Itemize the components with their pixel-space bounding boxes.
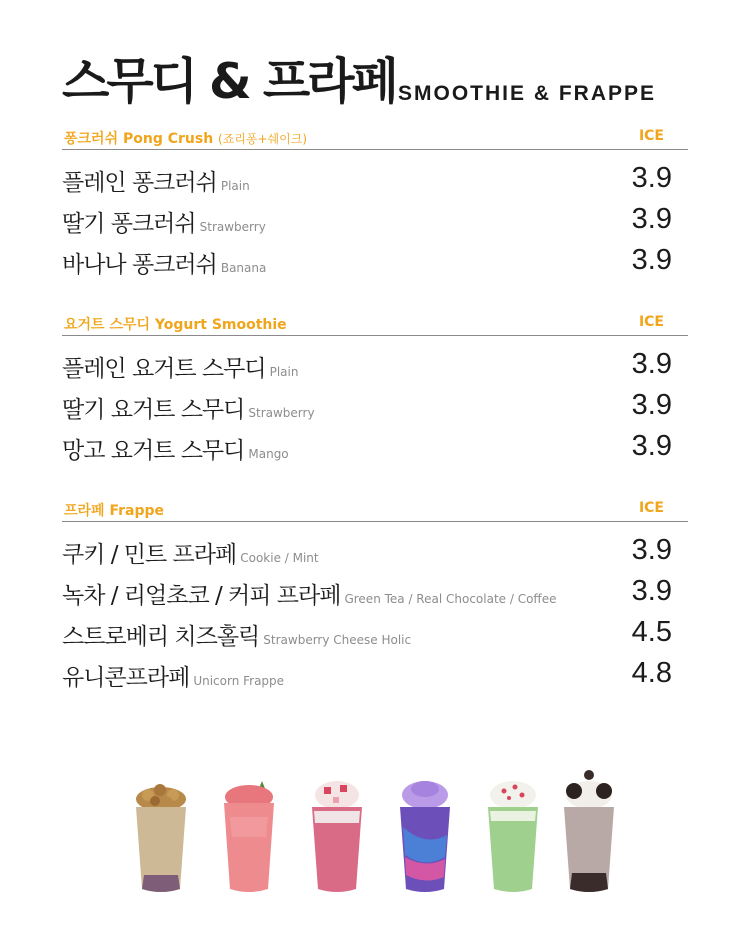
item-price: 4.8	[631, 657, 672, 689]
section-title	[64, 500, 164, 520]
item-name-wrap	[62, 432, 289, 465]
strawberry-cheese-holic-cup-image	[306, 777, 368, 895]
section-yogurt-smoothie	[62, 314, 688, 469]
menu-item	[62, 242, 688, 283]
item-name-wrap	[62, 246, 266, 279]
pong-crush-cup-image	[130, 777, 192, 895]
item-list	[62, 532, 688, 696]
menu-item	[62, 160, 688, 201]
section-pong-crush	[62, 128, 688, 283]
menu-item	[62, 201, 688, 242]
menu-header	[62, 52, 688, 112]
section-header	[62, 314, 688, 336]
item-name: 스트로베리 치즈홀릭	[62, 624, 260, 650]
item-name-wrap	[62, 164, 250, 197]
strawberry-smoothie-cup-image	[218, 777, 280, 895]
item-price: 3.9	[631, 162, 672, 194]
menu-item	[62, 532, 688, 573]
section-subtitle: (죠리퐁+쉐이크)	[218, 132, 308, 146]
item-english-name: Cookie / Mint	[240, 551, 319, 565]
section-header	[62, 128, 688, 150]
unicorn-frappe-cup-image	[394, 777, 456, 895]
item-name-wrap	[62, 618, 411, 651]
item-price: 4.5	[631, 616, 672, 648]
item-name: 플레인 요거트 스무디	[62, 356, 266, 382]
ice-label: ICE	[638, 128, 664, 144]
menu-item	[62, 387, 688, 428]
item-name: 바나나 퐁크러쉬	[62, 252, 217, 278]
menu-item	[62, 655, 688, 696]
item-name-wrap	[62, 577, 556, 610]
item-price: 3.9	[631, 203, 672, 235]
item-english-name: Mango	[248, 447, 289, 461]
section-title	[64, 128, 307, 148]
mint-frappe-cup-image	[482, 777, 544, 895]
item-price: 3.9	[631, 534, 672, 566]
item-list	[62, 160, 688, 283]
section-header	[62, 500, 688, 522]
item-name-wrap	[62, 391, 315, 424]
item-name: 플레인 퐁크러쉬	[62, 170, 217, 196]
cookie-frappe-cup-image	[558, 765, 620, 895]
item-name-wrap	[62, 659, 284, 692]
item-english-name: Strawberry Cheese Holic	[263, 633, 412, 647]
item-english-name: Banana	[220, 261, 267, 275]
item-english-name: Strawberry	[248, 406, 315, 420]
item-name: 유니콘프라페	[62, 665, 190, 691]
ice-label: ICE	[638, 314, 664, 330]
ice-label: ICE	[638, 500, 664, 516]
title-english: SMOOTHIE & FRAPPE	[398, 82, 657, 105]
section-frappe	[62, 500, 688, 696]
item-name-wrap	[62, 350, 298, 383]
item-english-name: Plain	[269, 365, 299, 379]
item-english-name: Plain	[220, 179, 250, 193]
item-price: 3.9	[631, 348, 672, 380]
item-name-wrap	[62, 205, 266, 238]
item-english-name: Green Tea / Real Chocolate / Coffee	[344, 592, 557, 606]
section-title	[64, 314, 287, 334]
item-name: 망고 요거트 스무디	[62, 438, 245, 464]
item-name: 딸기 퐁크러쉬	[62, 211, 196, 237]
section-title-text: 퐁크러쉬 Pong Crush	[64, 131, 214, 147]
item-english-name: Unicorn Frappe	[193, 674, 285, 688]
menu-item	[62, 614, 688, 655]
item-name: 쿠키 / 민트 프라페	[62, 542, 237, 568]
item-price: 3.9	[631, 389, 672, 421]
menu-item	[62, 428, 688, 469]
item-english-name: Strawberry	[199, 220, 266, 234]
item-price: 3.9	[631, 244, 672, 276]
item-price: 3.9	[631, 575, 672, 607]
drink-photos	[130, 760, 620, 895]
menu-item	[62, 346, 688, 387]
item-list	[62, 346, 688, 469]
item-name: 딸기 요거트 스무디	[62, 397, 245, 423]
section-title-text: 요거트 스무디 Yogurt Smoothie	[64, 317, 287, 333]
item-price: 3.9	[631, 430, 672, 462]
item-name-wrap	[62, 536, 319, 569]
item-name: 녹차 / 리얼초코 / 커피 프라페	[62, 583, 341, 609]
title-korean: 스무디 & 프라페	[62, 53, 396, 110]
section-title-text: 프라페 Frappe	[64, 503, 165, 519]
menu-item	[62, 573, 688, 614]
